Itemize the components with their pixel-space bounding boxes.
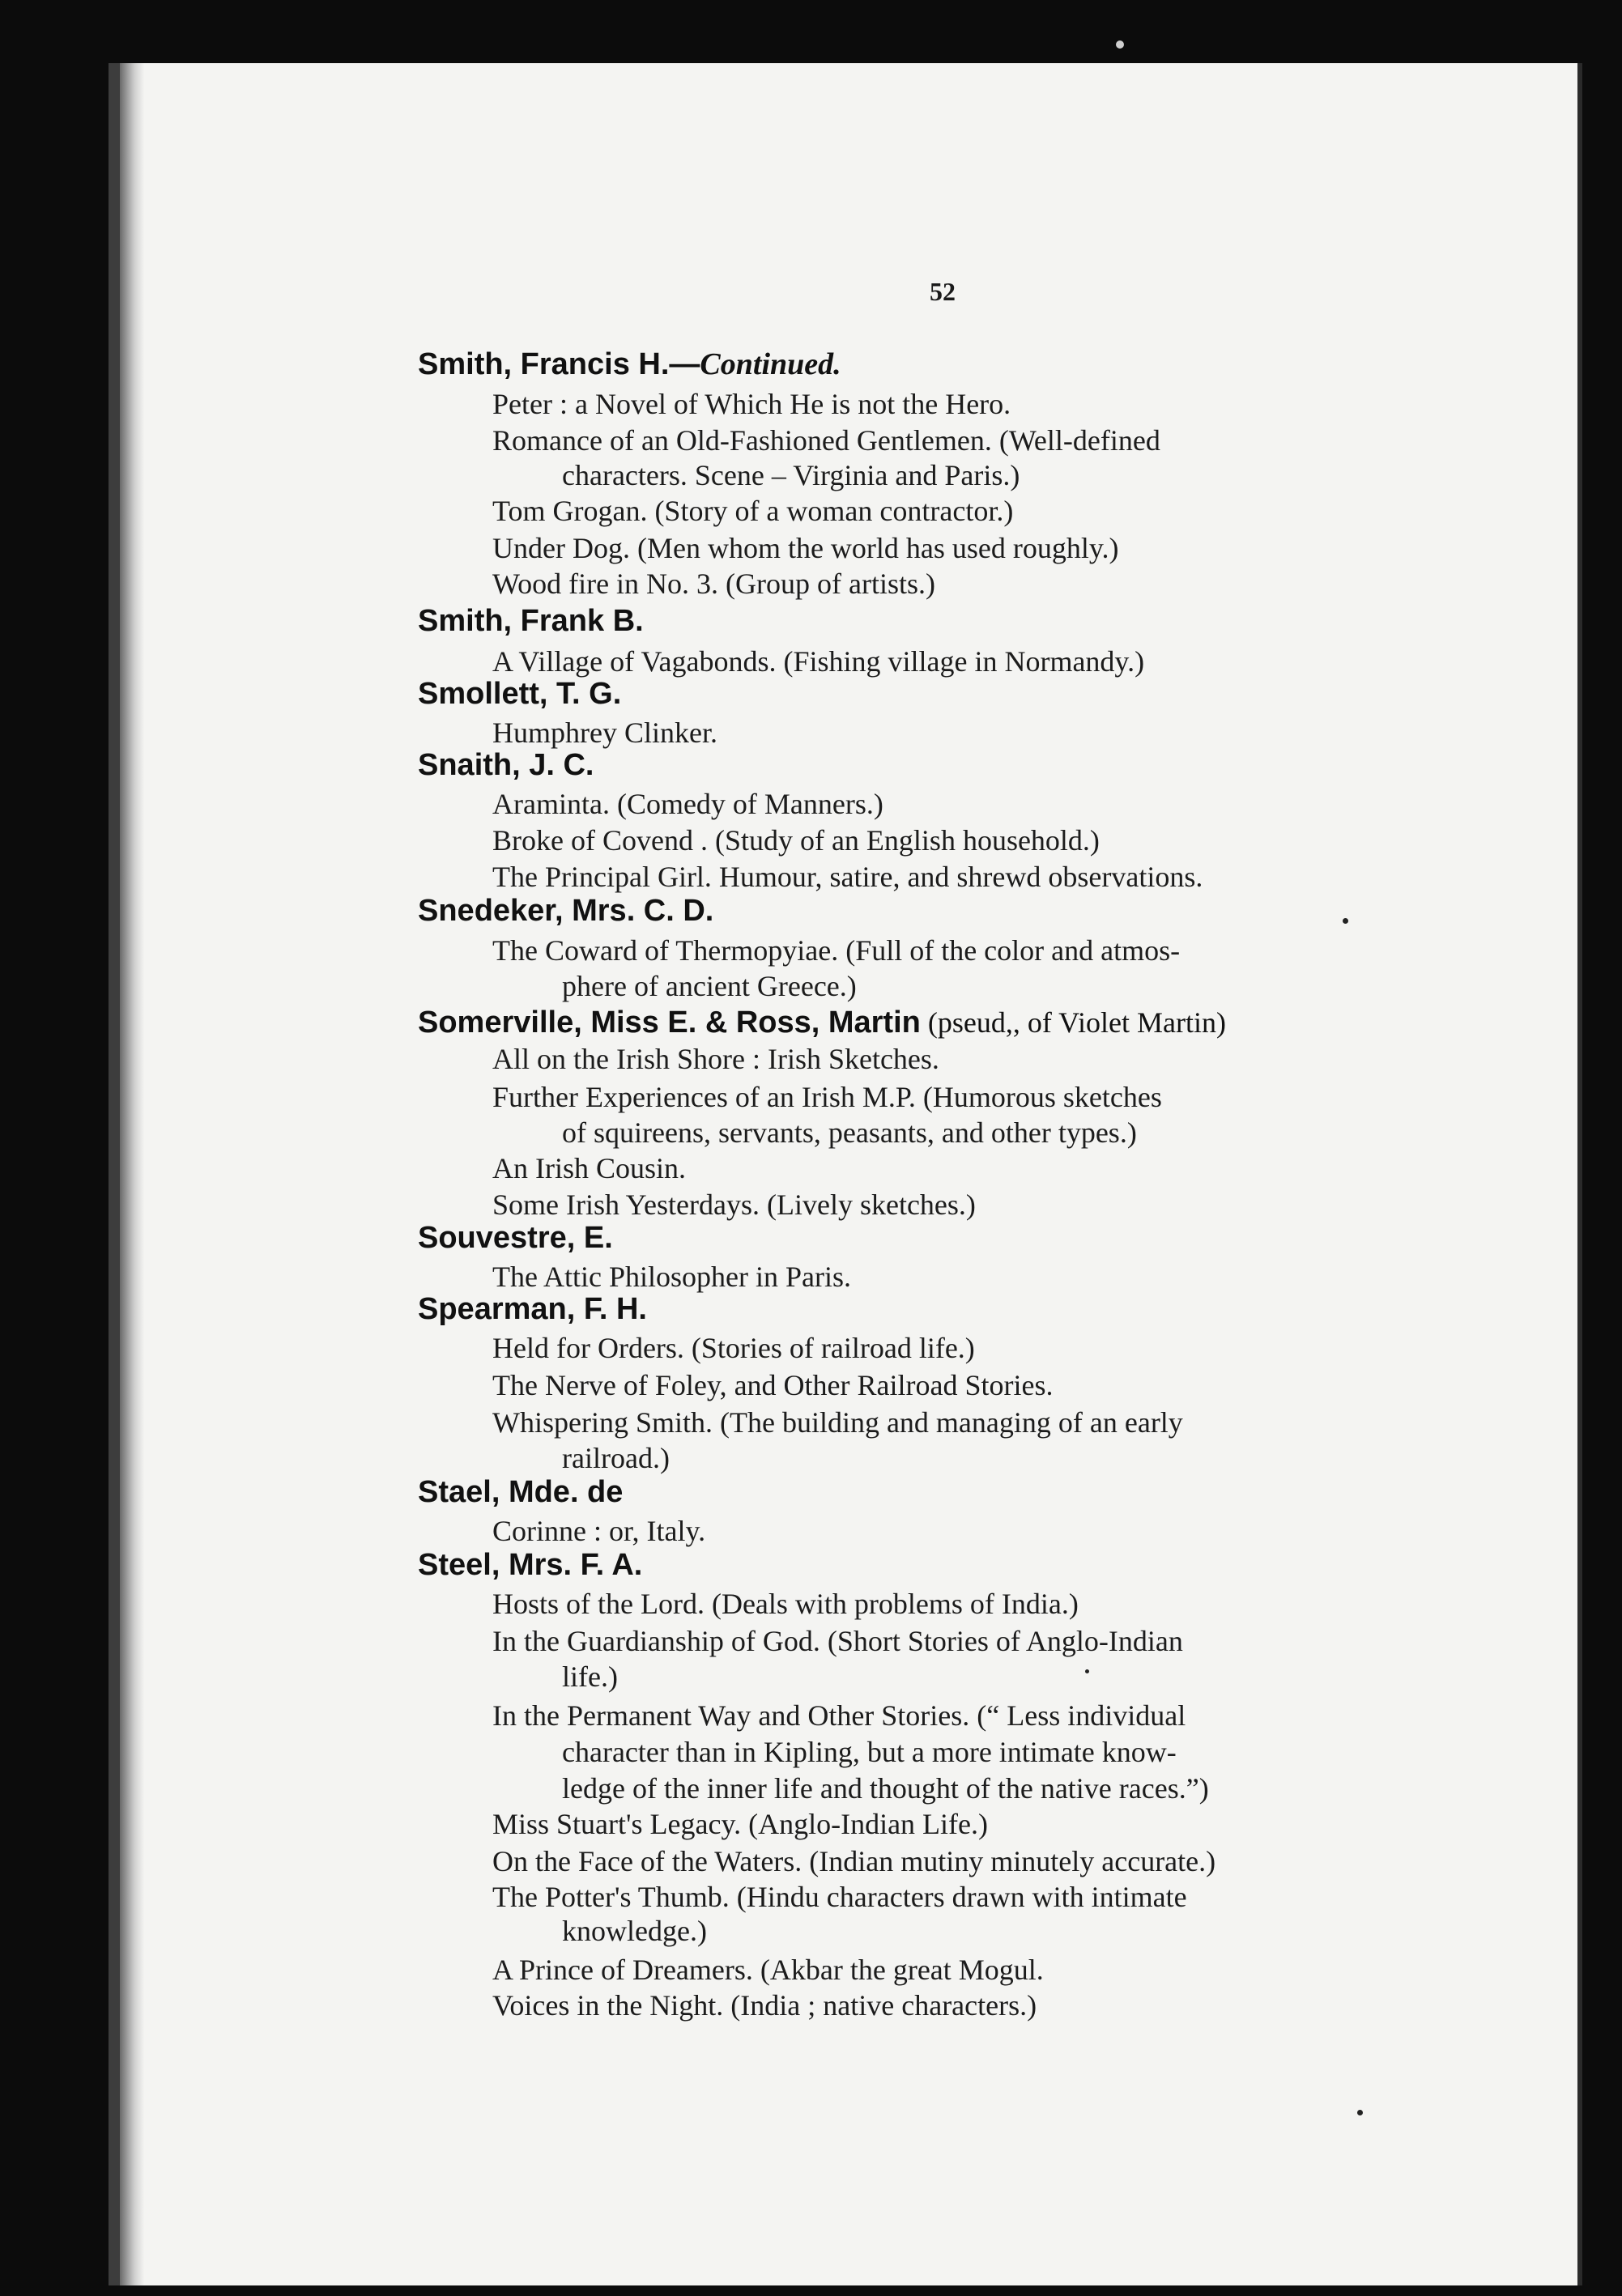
scan-mark (1116, 40, 1124, 49)
author-heading-snedeker: Snedeker, Mrs. C. D. (418, 894, 714, 928)
book-title-line: Under Dog. (Men whom the world has used roughly.) (492, 532, 1119, 564)
book-title-line: A Prince of Dreamers. (Akbar the great Mogul. (492, 1954, 1044, 1986)
book-title-line: Miss Stuart's Legacy. (Anglo-Indian Life.) (492, 1808, 988, 1840)
pseudonym-note: (pseud,, of Violet Martin) (920, 1006, 1226, 1039)
author-heading-stael: Stael, Mde. de (418, 1475, 624, 1509)
stray-ink-mark (1085, 1669, 1089, 1673)
book-title-line: Araminta. (Comedy of Manners.) (492, 788, 883, 820)
book-continuation-line: characters. Scene – Virginia and Paris.) (562, 459, 1020, 491)
book-title-line: Humphrey Clinker. (492, 716, 717, 749)
book-title-line: Romance of an Old-Fashioned Gentlemen. (Well-defined (492, 424, 1160, 457)
author-heading-somerville (418, 1006, 1226, 1040)
author-name: Smith, Francis H.— (418, 347, 700, 381)
page-binding-edge (120, 63, 144, 2285)
author-heading-souvestre: Souvestre, E. (418, 1221, 613, 1255)
book-title-line: The Potter's Thumb. (Hindu characters drawn with intimate (492, 1881, 1187, 1913)
book-title-line: On the Face of the Waters. (Indian mutiny minutely accurate.) (492, 1845, 1216, 1877)
book-title-line: Further Experiences of an Irish M.P. (Humorous sketches (492, 1081, 1162, 1113)
book-continuation-line: of squireens, servants, peasants, and other types.) (562, 1116, 1137, 1149)
book-continuation-line: railroad.) (562, 1442, 670, 1474)
author-heading-smith-francis (418, 347, 841, 382)
book-continuation-line: phere of ancient Greece.) (562, 970, 857, 1002)
author-heading-steel: Steel, Mrs. F. A. (418, 1548, 643, 1582)
book-title-line: Held for Orders. (Stories of railroad life.) (492, 1332, 975, 1364)
book-title-line: The Nerve of Foley, and Other Railroad Stories. (492, 1369, 1054, 1401)
book-title-line: Peter : a Novel of Which He is not the Hero. (492, 388, 1011, 420)
book-title-line: Broke of Covend . (Study of an English household.) (492, 824, 1100, 857)
book-title-line: A Village of Vagabonds. (Fishing village in Normandy.) (492, 645, 1145, 678)
book-title-line: Wood fire in No. 3. (Group of artists.) (492, 568, 935, 600)
book-continuation-line: ledge of the inner life and thought of the native races.”) (562, 1772, 1209, 1805)
book-continuation-line: character than in Kipling, but a more intimate know- (562, 1736, 1177, 1768)
book-title-line: In the Guardianship of God. (Short Stories of Anglo-Indian (492, 1625, 1183, 1657)
book-title-line: Corinne : or, Italy. (492, 1515, 706, 1547)
book-title-line: In the Permanent Way and Other Stories. (“ Less individual (492, 1699, 1186, 1732)
author-heading-snaith: Snaith, J. C. (418, 748, 594, 782)
book-title-line: The Attic Philosopher in Paris. (492, 1261, 851, 1293)
continued-label: Continued. (700, 347, 841, 381)
book-title-line: An Irish Cousin. (492, 1152, 687, 1184)
book-title-line: Whispering Smith. (The building and managing of an early (492, 1406, 1183, 1439)
page-number: 52 (930, 277, 956, 306)
book-title-line: The Principal Girl. Humour, satire, and shrewd observations. (492, 861, 1203, 893)
book-title-line: Hosts of the Lord. (Deals with problems of India.) (492, 1588, 1079, 1620)
book-continuation-line: knowledge.) (562, 1915, 707, 1947)
page-right-shadow (1577, 63, 1582, 2285)
book-title-line: Tom Grogan. (Story of a woman contractor.) (492, 495, 1014, 527)
book-title-line: Some Irish Yesterdays. (Lively sketches.) (492, 1188, 976, 1221)
book-title-line: The Coward of Thermopyiae. (Full of the color and atmos- (492, 934, 1181, 967)
author-heading-smollett: Smollett, T. G. (418, 677, 622, 711)
book-continuation-line: life.) (562, 1660, 618, 1693)
book-title-line: Voices in the Night. (India ; native characters.) (492, 1989, 1037, 2022)
author-heading-spearman: Spearman, F. H. (418, 1292, 647, 1326)
book-title-line: All on the Irish Shore : Irish Sketches. (492, 1043, 939, 1075)
stray-ink-mark (1343, 918, 1348, 924)
author-heading-smith-frank: Smith, Frank B. (418, 604, 644, 638)
stray-ink-mark (1357, 2110, 1363, 2115)
author-name: Somerville, Miss E. & Ross, Martin (418, 1006, 921, 1040)
